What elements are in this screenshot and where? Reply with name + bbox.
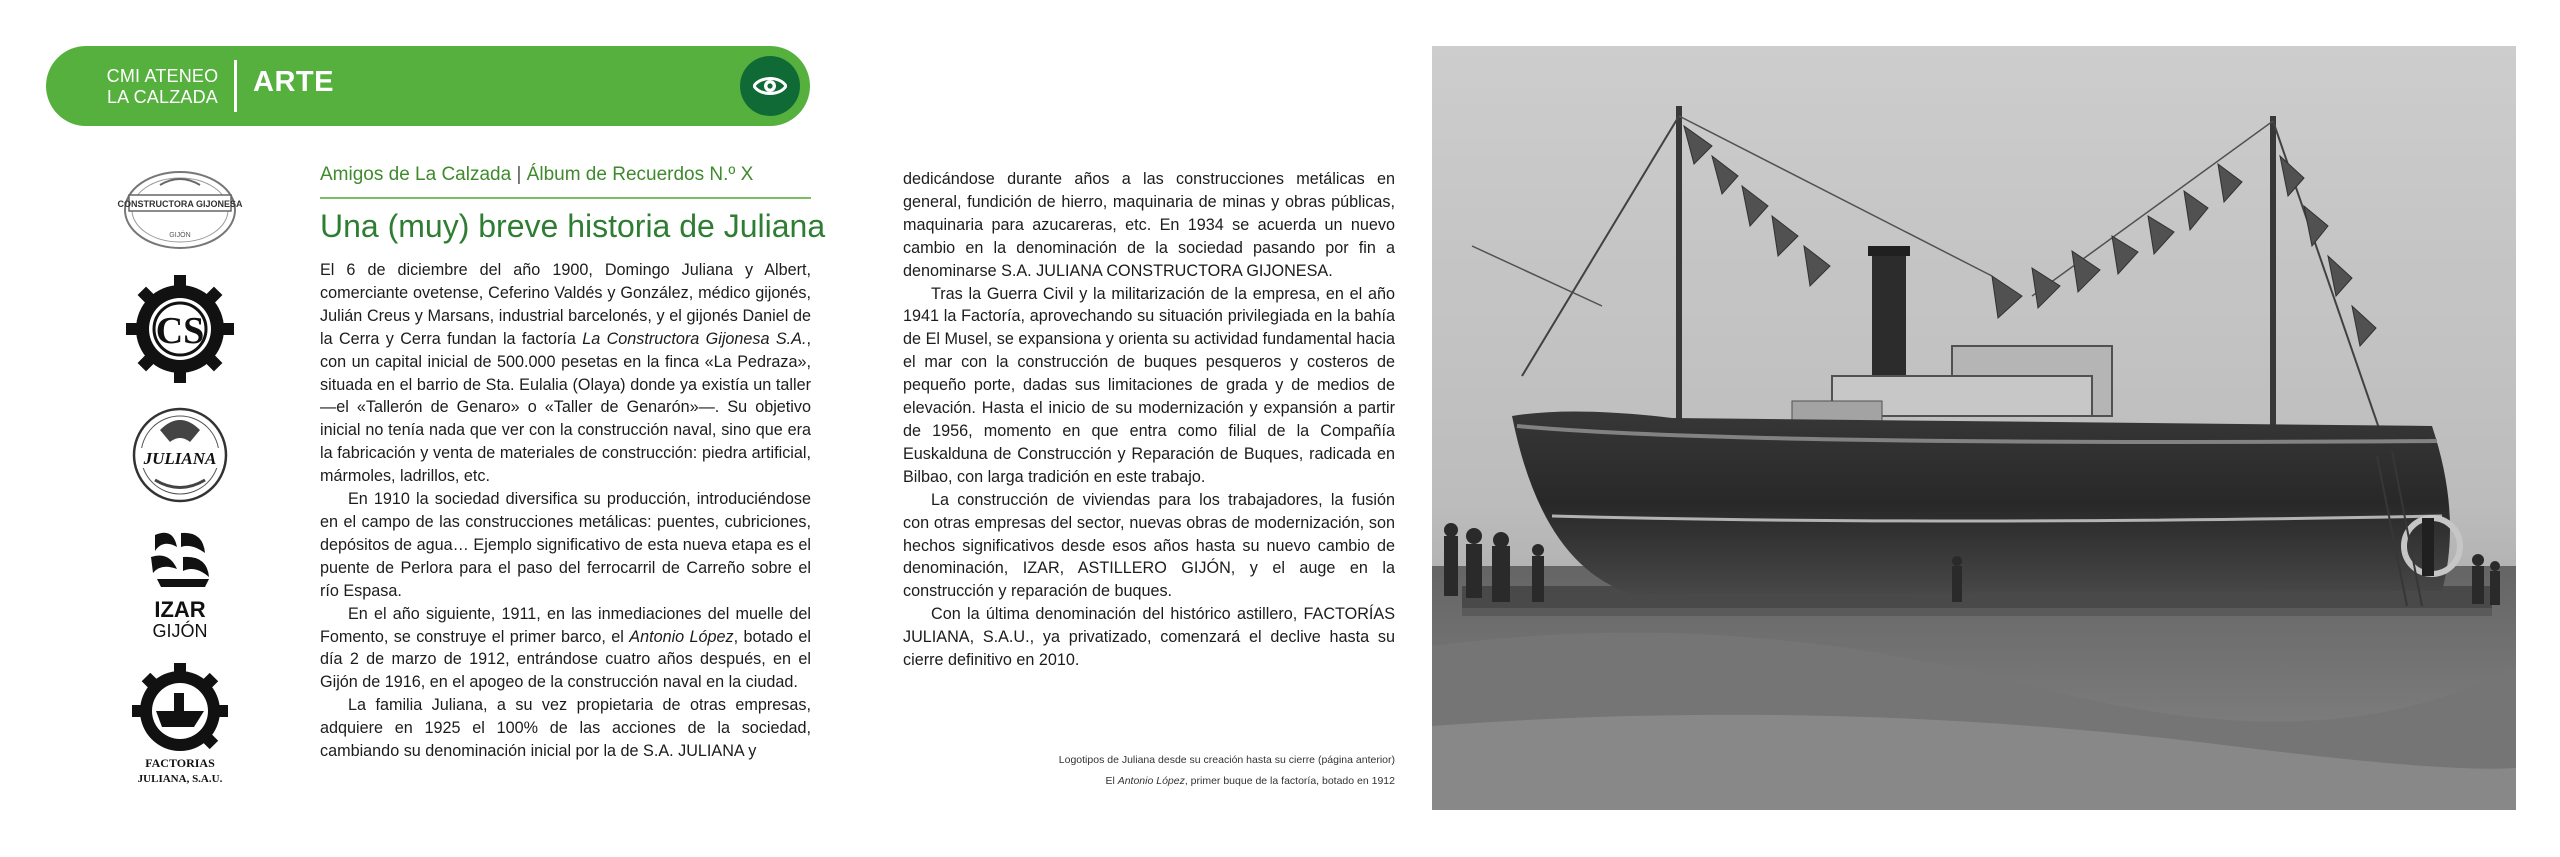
paragraph-3-b: , botado el día 2 de marzo de 1912, entrándose cuatro años después, en el Gijón de 1916, en el apogeo de la construcción naval en la ciudad. — [320, 627, 811, 692]
article-column-2 — [903, 168, 1395, 672]
kicker-right: Álbum de Recuerdos N.º X — [526, 164, 754, 185]
brand-line-2: LA CALZADA — [106, 87, 219, 107]
kicker-separator: | — [511, 164, 527, 185]
article-column-1 — [320, 259, 811, 763]
constructora-gijonesa-logo — [115, 165, 245, 255]
caption-photo-b: , primer buque de la factoría, botado en 1912 — [1184, 775, 1395, 787]
kicker-rule — [320, 197, 811, 199]
paragraph-3-a: En el año siguiente, 1911, en las inmediaciones del muelle del Fomento, se construye el primer barco, el — [320, 604, 811, 646]
caption-photo-italic: Antonio López — [1117, 775, 1185, 787]
logo-3-text: JULIANA — [143, 449, 217, 468]
paragraph-7: La construcción de viviendas para los trabajadores, la fusión con otras empresas del sector, nuevas obras de modernización, son hechos significativos desde esos años hasta su nuevo cambio de denominación, IZAR, ASTILLERO GIJÓN, y el auge en la construcción y reparación de buques. — [903, 490, 1395, 601]
logo-2-text: CS — [155, 310, 205, 352]
logo-4-text: IZAR — [154, 597, 206, 622]
caption-photo — [1105, 775, 1395, 787]
paragraph-4: La familia Juliana, a su vez propietaria de otras empresas, adquiere en 1925 el 100% de las acciones de la sociedad, cambiando su denominación inicial por la de S.A. JULIANA y — [320, 696, 811, 761]
caption-photo-a: El — [1105, 775, 1118, 787]
kicker-left: Amigos de La Calzada — [320, 164, 512, 185]
section-header — [46, 46, 810, 126]
paragraph-3-italic: Antonio López — [629, 627, 734, 646]
cs-gear-logo — [115, 273, 245, 385]
paragraph-6: Tras la Guerra Civil y la militarización de la empresa, en el año 1941 la Factoría, aprovechando su situación privilegiada en la bahía de El Musel, se expansiona y orienta su actividad fundamental hacia el mar con la construcción de buques pesqueros y costeros de pequeño porte, dadas sus limitaciones de grada y de medios de elevación. Hasta el inicio de su modernización y expansión a partir de 1956, momento en que entra como filial de la Compañía Euskalduna de Construcción y Reparación de Buques, radicada en Bilbao, con larga tradición en este trabajo. — [903, 284, 1395, 486]
paragraph-1 — [320, 259, 811, 488]
article-title: Una (muy) breve historia de Juliana — [320, 208, 826, 244]
logo-5-text: FACTORIAS — [145, 756, 215, 770]
caption-logos: Logotipos de Juliana desde su creación hasta su cierre (página anterior) — [1058, 754, 1395, 766]
paragraph-3 — [320, 603, 811, 695]
brand-line-1: CMI ATENEO — [106, 66, 219, 86]
ship-launch-photo — [1432, 46, 2516, 810]
paragraph-1-b: , con un capital inicial de 500.000 pesetas en la finca «La Pedraza», situada en el barrio de Sta. Eulalia (Olaya) donde ya existía un taller —el «Tallerón de Genaro» o «Taller de Genarón»—. Su objetivo inicial no tenía nada que ver con la construcción naval, sino que era la fabricación y venta de materiales de construcción: piedra artificial, mármoles, ladrillos, etc. — [320, 329, 811, 486]
paragraph-2: En 1910 la sociedad diversifica su producción, introduciéndose en el campo de las construcciones metálicas: puentes, cubriciones, depósitos de agua… Ejemplo significativo de esta nueva etapa es el puente de Perlora para el paso del ferrocarril de Carreño sobre el río Espasa. — [320, 490, 811, 600]
header-divider — [234, 60, 237, 112]
izar-gijon-logo — [115, 525, 245, 645]
logo-5-small: JULIANA, S.A.U. — [137, 773, 223, 785]
logo-1-small: GIJÓN — [169, 232, 191, 239]
juliana-logo — [115, 400, 245, 510]
logo-4-small: GIJÓN — [152, 621, 208, 641]
album-kicker — [320, 164, 753, 186]
view-button[interactable] — [740, 56, 800, 116]
factorias-juliana-logo — [115, 663, 245, 788]
paragraph-1-a: El 6 de diciembre del año 1900, Domingo Juliana y Albert, comerciante ovetense, Ceferino Valdés y González, médico gijonés, Julián Creus y Marsans, industrial barcelonés, y el gijonés Daniel de la Cerra y Cerra fundan la factoría — [320, 261, 811, 348]
section-title: ARTE — [253, 66, 334, 98]
logo-1-text: CONSTRUCTORA GIJONESA — [117, 199, 243, 209]
paragraph-5: dedicándose durante años a las construcciones metálicas en general, fundición de hierro, maquinaria de minas y obras públicas, maquinaria para azucareras, etc. En 1934 se acuerda un nuevo cambio en la denominación de la sociedad pasando por fin a denominarse S.A. JULIANA CONSTRUCTORA GIJONESA. — [903, 170, 1395, 280]
brand-name — [100, 66, 225, 108]
eye-icon — [753, 74, 787, 98]
paragraph-1-italic: La Constructora Gijonesa S.A. — [582, 329, 807, 348]
paragraph-8: Con la última denominación del histórico astillero, FACTORÍAS JULIANA, S.A.U., ya privatizado, comenzará el declive hasta su cierre definitivo en 2010. — [903, 605, 1395, 670]
